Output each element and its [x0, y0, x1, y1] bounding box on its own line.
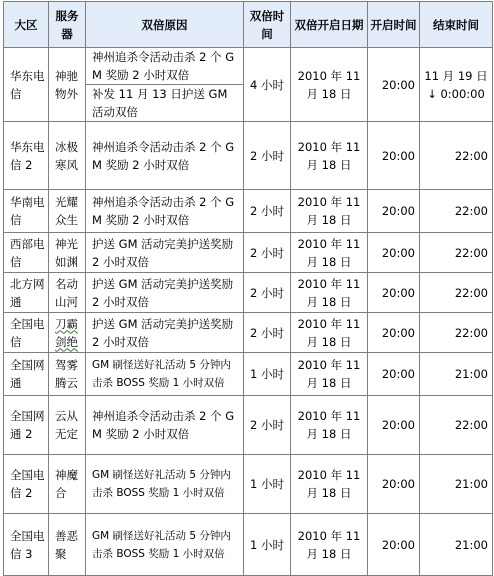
table-row — [4, 190, 493, 233]
cell-start: 20:00 — [368, 233, 420, 273]
cell-end: 22:00 — [420, 396, 493, 455]
table-row — [4, 455, 493, 514]
cell-start: 20:00 — [368, 190, 420, 233]
cell-duration: 1 小时 — [244, 514, 291, 576]
cell-start: 20:00 — [368, 514, 420, 576]
cell-end: 11 月 19 日↓ 0:00:00 — [420, 48, 493, 122]
header-end: 结束时间 — [420, 2, 493, 48]
table-row — [4, 353, 493, 396]
cell-start: 20:00 — [368, 313, 420, 353]
cell-start: 20:00 — [368, 122, 420, 190]
cell-region: 全国电信 — [4, 313, 49, 353]
table-row — [4, 313, 493, 353]
cell-server: 冰极寒风 — [49, 122, 86, 190]
cell-end: 22:00 — [420, 233, 493, 273]
table-row — [4, 48, 493, 85]
cell-reason: GM 刷怪送好礼活动 5 分钟内击杀 BOSS 奖励 1 小时双倍 — [86, 455, 244, 514]
cell-date: 2010 年 11 月 18 日 — [291, 190, 368, 233]
table-row — [4, 273, 493, 313]
cell-date: 2010 年 11 月 18 日 — [291, 48, 368, 122]
cell-server: 神光如渊 — [49, 233, 86, 273]
table-header — [4, 2, 493, 48]
cell-end: 22:00 — [420, 122, 493, 190]
cell-date: 2010 年 11 月 18 日 — [291, 396, 368, 455]
cell-duration: 1 小时 — [244, 353, 291, 396]
cell-reason-extra: 补发 11 月 13 日护送 GM 活动双倍 — [86, 85, 244, 122]
cell-end: 21:00 — [420, 514, 493, 576]
cell-reason: 护送 GM 活动完美护送奖励 2 小时双倍 — [86, 273, 244, 313]
cell-reason: 神州追杀令活动击杀 2 个 GM 奖励 2 小时双倍 — [86, 396, 244, 455]
table-row — [4, 514, 493, 576]
cell-server: 光耀众生 — [49, 190, 86, 233]
cell-end: 22:00 — [420, 273, 493, 313]
cell-end: 21:00 — [420, 353, 493, 396]
table-row — [4, 233, 493, 273]
cell-end: 21:00 — [420, 455, 493, 514]
header-region: 大区 — [4, 2, 49, 48]
cell-start: 20:00 — [368, 455, 420, 514]
cell-reason: GM 刷怪送好礼活动 5 分钟内击杀 BOSS 奖励 1 小时双倍 — [86, 353, 244, 396]
cell-region: 全国电信 3 — [4, 514, 49, 576]
cell-start: 20:00 — [368, 273, 420, 313]
cell-reason: 护送 GM 活动完美护送奖励 2 小时双倍 — [86, 313, 244, 353]
cell-duration: 2 小时 — [244, 396, 291, 455]
cell-duration: 2 小时 — [244, 273, 291, 313]
cell-region: 全国网通 2 — [4, 396, 49, 455]
cell-duration: 2 小时 — [244, 233, 291, 273]
cell-server: 刀霸剑绝 — [49, 313, 86, 353]
cell-date: 2010 年 11 月 18 日 — [291, 122, 368, 190]
cell-date: 2010 年 11 月 18 日 — [291, 514, 368, 576]
cell-server: 神魔合 — [49, 455, 86, 514]
cell-region: 全国网通 — [4, 353, 49, 396]
cell-duration: 4 小时 — [244, 48, 291, 122]
cell-server: 神驰物外 — [49, 48, 86, 122]
cell-reason: 神州追杀令活动击杀 2 个 GM 奖励 2 小时双倍 — [86, 122, 244, 190]
cell-server: 名动山河 — [49, 273, 86, 313]
cell-duration: 1 小时 — [244, 455, 291, 514]
cell-reason: 护送 GM 活动完美护送奖励 2 小时双倍 — [86, 233, 244, 273]
cell-duration: 2 小时 — [244, 190, 291, 233]
cell-date: 2010 年 11 月 18 日 — [291, 353, 368, 396]
cell-region: 北方网通 — [4, 273, 49, 313]
cell-end: 22:00 — [420, 190, 493, 233]
header-duration: 双倍时间 — [244, 2, 291, 48]
cell-server: 善恶聚 — [49, 514, 86, 576]
cell-duration: 2 小时 — [244, 313, 291, 353]
header-server: 服务器 — [49, 2, 86, 48]
cell-server: 驾雾腾云 — [49, 353, 86, 396]
cell-region: 华南电信 — [4, 190, 49, 233]
cell-end: 22:00 — [420, 313, 493, 353]
header-date: 双倍开启日期 — [291, 2, 368, 48]
cell-start: 20:00 — [368, 353, 420, 396]
cell-date: 2010 年 11 月 18 日 — [291, 233, 368, 273]
cell-reason: 神州追杀令活动击杀 2 个 GM 奖励 2 小时双倍 — [86, 190, 244, 233]
cell-reason: 神州追杀令活动击杀 2 个 GM 奖励 2 小时双倍 — [86, 48, 244, 85]
header-row — [4, 2, 493, 48]
cell-date: 2010 年 11 月 18 日 — [291, 273, 368, 313]
cell-date: 2010 年 11 月 18 日 — [291, 313, 368, 353]
table-row — [4, 122, 493, 190]
cell-region: 华东电信 — [4, 48, 49, 122]
cell-region: 华东电信 2 — [4, 122, 49, 190]
double-exp-schedule-table — [3, 1, 493, 576]
cell-server: 云从无定 — [49, 396, 86, 455]
cell-duration: 2 小时 — [244, 122, 291, 190]
cell-start: 20:00 — [368, 396, 420, 455]
header-start: 开启时间 — [368, 2, 420, 48]
cell-reason: GM 刷怪送好礼活动 5 分钟内击杀 BOSS 奖励 1 小时双倍 — [86, 514, 244, 576]
cell-region: 西部电信 — [4, 233, 49, 273]
cell-date: 2010 年 11 月 18 日 — [291, 455, 368, 514]
header-reason: 双倍原因 — [86, 2, 244, 48]
cell-start: 20:00 — [368, 48, 420, 122]
cell-region: 全国电信 2 — [4, 455, 49, 514]
table-body — [4, 48, 493, 576]
table-row — [4, 396, 493, 455]
